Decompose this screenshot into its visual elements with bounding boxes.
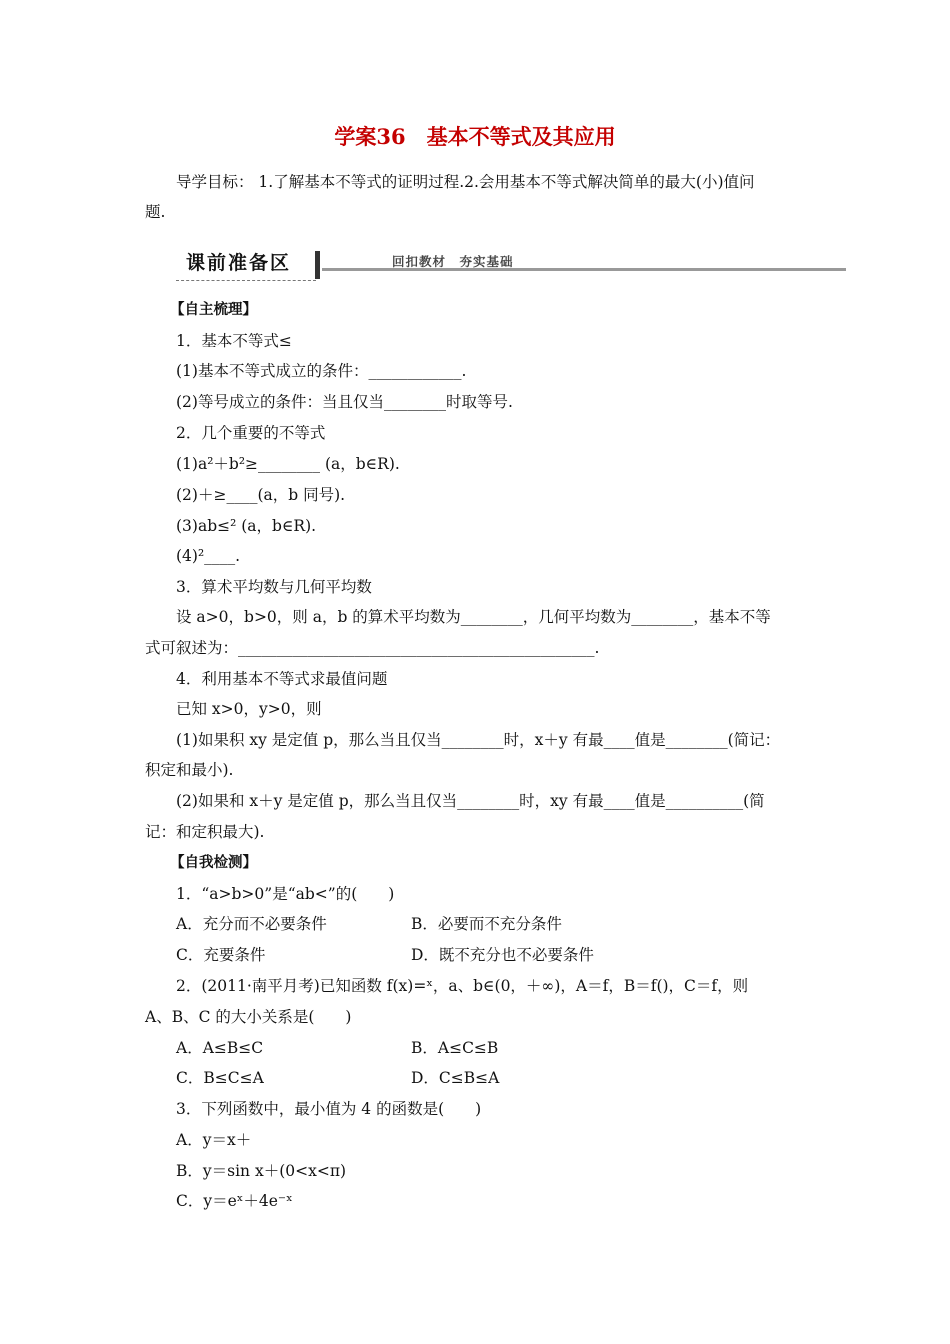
review-line: (3)ab≤² (a，b∈R). [176, 517, 317, 535]
review-line: (2)＋≥____(a，b 同号). [176, 486, 346, 504]
question-3-stem: 3．下列函数中，最小值为 4 的函数是( ) [176, 1100, 482, 1118]
review-line: 1．基本不等式≤ [176, 332, 292, 350]
objectives-line-1: 导学目标： 1.了解基本不等式的证明过程.2.会用基本不等式解决简单的最大(小)值问 [176, 173, 755, 191]
section-heading-selfcheck: 【自我检测】 [170, 855, 257, 871]
question-2-option-c: C．B≤C≤A [176, 1069, 264, 1087]
question-2-option-d: D．C≤B≤A [411, 1069, 500, 1087]
page-title: 学案36 基本不等式及其应用 [334, 124, 616, 149]
review-line: 式可叙述为：______________________________________________. [145, 639, 600, 657]
review-line: 2．几个重要的不等式 [176, 424, 326, 442]
banner-label: 课前准备区 [186, 252, 292, 274]
question-1-option-d: D．既不充分也不必要条件 [411, 946, 594, 964]
section-heading-review: 【自主梳理】 [170, 302, 257, 318]
review-line: 已知 x>0，y>0，则 [176, 700, 322, 718]
question-3-option-b: B．y＝sin x＋(0<x<π) [176, 1162, 347, 1180]
objectives-line-2: 题. [145, 203, 166, 221]
question-2-option-a: A．A≤B≤C [176, 1039, 264, 1057]
banner-subtitle: 回扣教材 夯实基础 [392, 254, 514, 269]
question-3-option-a: A．y＝x＋ [176, 1131, 252, 1149]
review-line: (4)²____. [176, 547, 241, 565]
review-line: 记：和定积最大). [145, 823, 265, 841]
review-line: (1)基本不等式成立的条件：____________. [176, 362, 467, 380]
question-2-option-b: B．A≤C≤B [411, 1039, 499, 1057]
question-3-option-c: C．y＝eˣ＋4e⁻ˣ [176, 1192, 293, 1210]
review-line: 4．利用基本不等式求最值问题 [176, 670, 388, 688]
question-1-option-b: B．必要而不充分条件 [411, 915, 562, 933]
review-line: (1)a²＋b²≥________ (a，b∈R). [176, 455, 400, 473]
question-1-option-c: C．充要条件 [176, 946, 266, 964]
review-line: 设 a>0，b>0，则 a，b 的算术平均数为________，几何平均数为________，基本不等 [176, 608, 771, 626]
question-2-stem-cont: A、B、C 的大小关系是( ) [145, 1008, 352, 1026]
question-2-stem: 2．(2011·南平月考)已知函数 f(x)=ˣ，a、b∈(0，＋∞)，A＝f，B＝f()，C＝f，则 [176, 977, 749, 995]
question-1-option-a: A．充分而不必要条件 [176, 915, 327, 933]
review-line: 积定和最小). [145, 761, 234, 779]
question-1-stem: 1．“a>b>0”是“ab<”的( ) [176, 885, 395, 903]
review-line: (2)等号成立的条件：当且仅当________时取等号. [176, 393, 513, 411]
review-line: (2)如果和 x＋y 是定值 p，那么当且仅当________时，xy 有最____值是__________(简 [176, 792, 765, 810]
review-line: 3．算术平均数与几何平均数 [176, 578, 372, 596]
banner-divider [315, 251, 320, 279]
review-line: (1)如果积 xy 是定值 p，那么当且仅当________时，x＋y 有最____值是________(简记： [176, 731, 781, 749]
